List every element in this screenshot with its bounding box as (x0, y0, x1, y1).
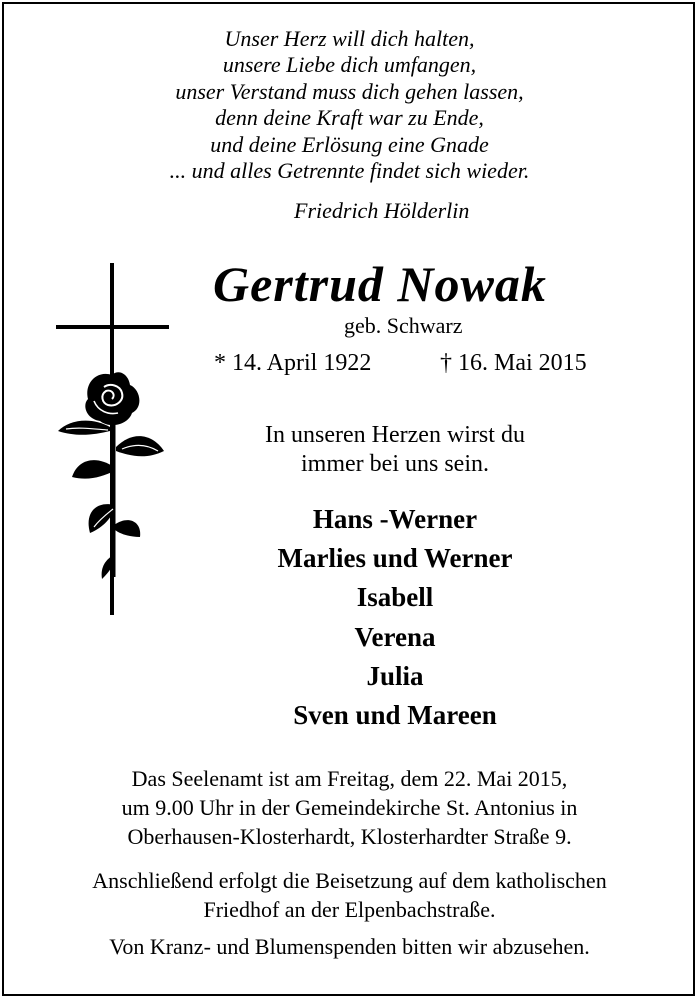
service-line: um 9.00 Uhr in der Gemeindekirche St. Antonius in (121, 795, 578, 820)
poem-line: unser Verstand muss dich gehen lassen, (175, 78, 524, 104)
poem-line: denn deine Kraft war zu Ende, (215, 105, 484, 131)
deceased-name: Gertrud Nowak (213, 256, 547, 312)
poem-line: unsere Liebe dich umfangen, (222, 52, 477, 78)
mourner-name: Marlies und Werner (277, 543, 513, 574)
mourner-name: Sven und Mareen (293, 700, 497, 731)
cross-icon-bar (56, 325, 169, 329)
burial-info (0, 866, 699, 924)
service-line: Oberhausen-Klosterhardt, Klosterhardter Straße 9. (127, 824, 572, 849)
mourner-name: Julia (366, 660, 424, 691)
motto (230, 421, 560, 479)
motto-line: In unseren Herzen wirst du (265, 422, 525, 448)
mourner-name: Hans -Werner (312, 504, 478, 534)
mourners-list (190, 500, 600, 735)
burial-line: Anschließend erfolgt die Beisetzung auf dem katholischen (92, 868, 607, 893)
poem-line: ... und alles Getrennte findet sich wieder. (169, 158, 530, 184)
flowers-note (0, 932, 699, 961)
mourner-name: Verena (354, 621, 436, 652)
birth-date: * 14. April 1922 (214, 350, 372, 376)
poem-line: Unser Herz will dich halten, (224, 26, 475, 51)
poem (0, 26, 699, 184)
maiden-name: geb. Schwarz (344, 313, 463, 338)
burial-line: Friedhof an der Elpenbachstraße. (203, 897, 496, 922)
flowers-note-text: Von Kranz- und Blumenspenden bitten wir abzusehen. (109, 934, 590, 959)
mourner-name: Isabell (356, 582, 434, 613)
death-date: † 16. Mai 2015 (440, 350, 587, 376)
poem-line: und deine Erlösung eine Gnade (210, 131, 489, 157)
motto-line: immer bei uns sein. (301, 451, 489, 477)
rose-icon (52, 355, 172, 595)
poem-author: Friedrich Hölderlin (294, 198, 470, 223)
service-line: Das Seelenamt ist am Freitag, dem 22. Mai 2015, (131, 766, 568, 791)
service-info (0, 764, 699, 851)
